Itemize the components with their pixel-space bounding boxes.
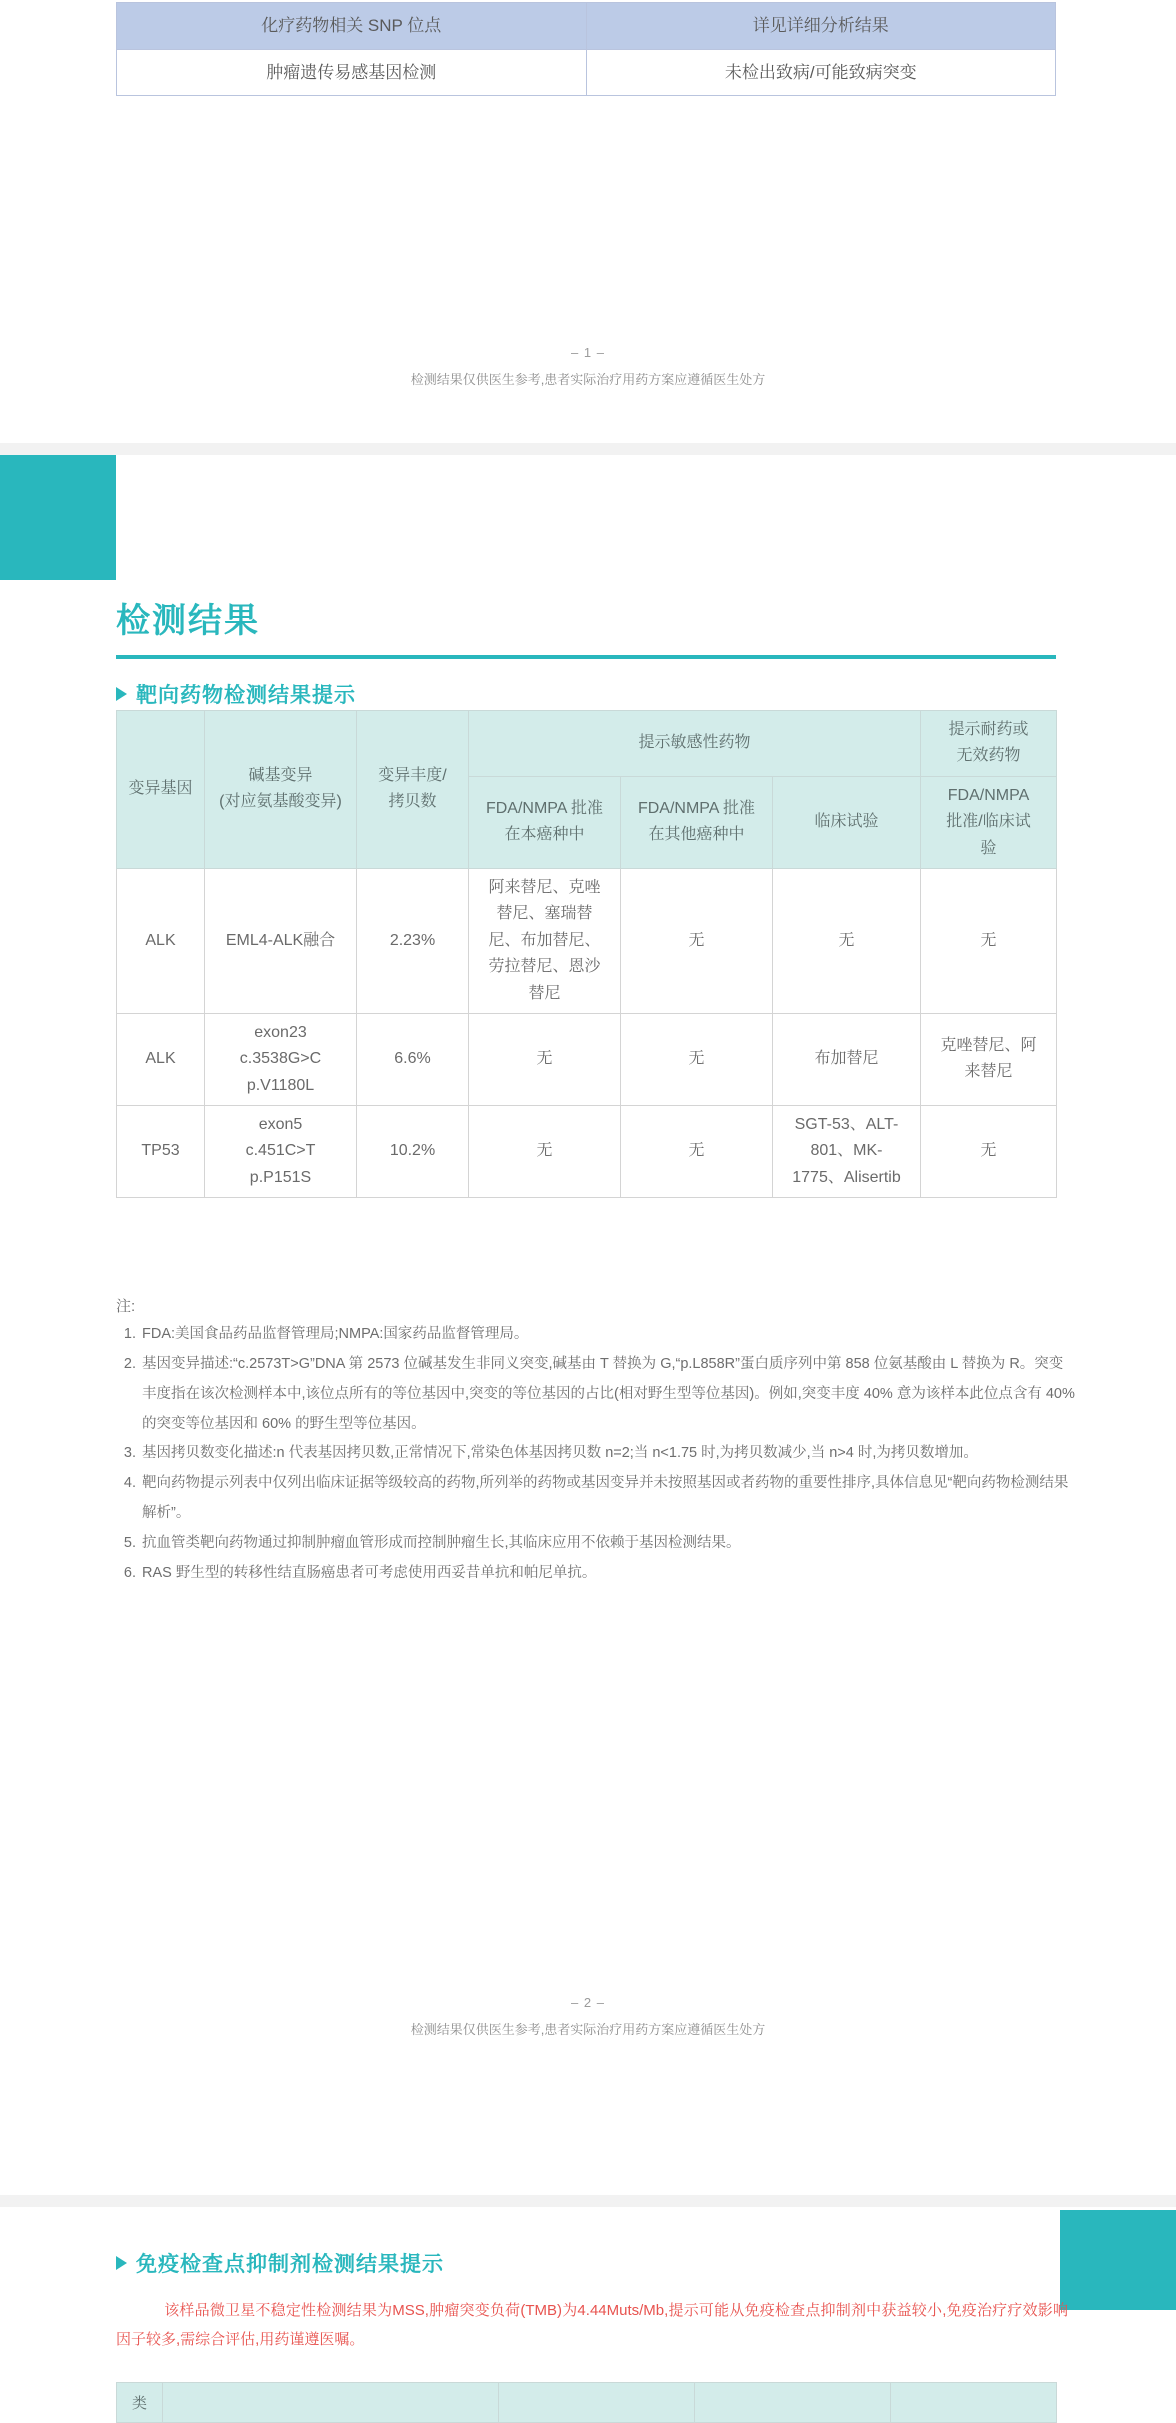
col-header-fda-own-cancer: FDA/NMPA 批准 在本癌种中: [469, 776, 621, 868]
page-separator: [0, 443, 1176, 455]
cell-fda-other: 无: [621, 1106, 773, 1198]
note-item: 6. RAS 野生型的转移性结直肠癌患者可考虑使用西妥昔单抗和帕尼单抗。: [140, 1559, 1076, 1589]
cell-base-change: EML4-ALK融合: [205, 868, 357, 1013]
imm-header-col3: [499, 2383, 695, 2423]
table-group-header-row: [117, 711, 1057, 777]
note-item: 4. 靶向药物提示列表中仅列出临床证据等级较高的药物,所列举的药物或基因变异并未按照基因或者药物的重要性排序,具体信息见“靶向药物检测结果解析”。: [140, 1469, 1076, 1529]
snp-cell-category: 肿瘤遗传易感基因检测: [117, 49, 587, 96]
footer-disclaimer: 检测结果仅供医生参考,患者实际治疗用药方案应遵循医生处方: [410, 2022, 766, 2037]
cell-abundance: 6.6%: [357, 1013, 469, 1105]
cell-fda-other: 无: [621, 868, 773, 1013]
cell-gene: ALK: [117, 868, 205, 1013]
page-1-footer: [0, 345, 1176, 388]
cell-clinical: 布加替尼: [773, 1013, 921, 1105]
cell-resistant: 克唑替尼、阿来替尼: [921, 1013, 1057, 1105]
cell-resistant: 无: [921, 868, 1057, 1013]
note-item: 1. FDA:美国食品药品监督管理局;NMPA:国家药品监督管理局。: [140, 1320, 1076, 1350]
cell-resistant: 无: [921, 1106, 1057, 1198]
cell-clinical: 无: [773, 868, 921, 1013]
page-title: 检测结果: [116, 602, 260, 640]
immune-summary-text: 该样品微卫星不稳定性检测结果为MSS,肿瘤突变负荷(TMB)为4.44Muts/Mb,提示可能从免疫检查点抑制剂中获益较小,免疫治疗疗效影响因子较多,需综合评估,用药谨遵医嘱。: [116, 2302, 1068, 2349]
cell-fda-own: 无: [469, 1013, 621, 1105]
col-header-clinical-trial: 临床试验: [773, 776, 921, 868]
cell-fda-own: 无: [469, 1106, 621, 1198]
col-header-base-change: 碱基变异 (对应氨基酸变异): [205, 711, 357, 869]
notes-list: [116, 1320, 1076, 1589]
cell-gene: ALK: [117, 1013, 205, 1105]
page-1-fragment: [0, 0, 1176, 455]
subsection-heading-targeted-drugs: [116, 679, 356, 709]
footer-disclaimer: 检测结果仅供医生参考,患者实际治疗用药方案应遵循医生处方: [410, 372, 766, 387]
table-header-row: [117, 3, 1056, 50]
teal-side-tab-right: [1060, 2210, 1176, 2310]
cell-gene: TP53: [117, 1106, 205, 1198]
col-header-gene: 变异基因: [117, 711, 205, 869]
notes-section: [116, 1295, 1076, 1589]
col-header-fda-other-cancer: FDA/NMPA 批准 在其他癌种中: [621, 776, 773, 868]
cell-abundance: 2.23%: [357, 868, 469, 1013]
note-item: 5. 抗血管类靶向药物通过抑制肿瘤血管形成而控制肿瘤生长,其临床应用不依赖于基因检测结果。: [140, 1529, 1076, 1559]
table-row: [117, 868, 1057, 1013]
col-header-abundance: 变异丰度/ 拷贝数: [357, 711, 469, 869]
page-separator: [0, 2195, 1176, 2207]
triangle-bullet-icon: [116, 687, 127, 701]
teal-side-tab: [0, 455, 116, 580]
imm-header-col2: [163, 2383, 499, 2423]
note-item: 2. 基因变异描述:“c.2573T>G”DNA 第 2573 位碱基发生非同义突变,碱基由 T 替换为 G,“p.L858R”蛋白质序列中第 858 位氨基酸由 L 替换为 R。突变丰度指在该次检测样本中,该位点所有的等位基因中,突变的等位基因的占比(相对野生型等位基因)。例如,突变丰度 40% 意为该样本此位点含有 40% 的突变等位基因和 60% 的野生型等位基因。: [140, 1350, 1076, 1440]
targeted-drug-results-table: [116, 710, 1057, 1198]
table-header-row: [117, 2383, 1057, 2423]
table-row: [117, 49, 1056, 96]
title-underline: [116, 655, 1056, 659]
cell-base-change: exon5 c.451C>T p.P151S: [205, 1106, 357, 1198]
notes-label: 注:: [116, 1298, 136, 1315]
subsection-heading-immune: [116, 2248, 444, 2278]
col-header-resistant-detail: FDA/NMPA 批准/临床试 验: [921, 776, 1057, 868]
subsection-heading-label: 靶向药物检测结果提示: [136, 684, 356, 707]
page-3-fragment: [0, 2210, 1176, 2412]
page-2-footer: [0, 1995, 1176, 2038]
cell-fda-own: 阿来替尼、克唑替尼、塞瑞替尼、布加替尼、劳拉替尼、恩沙替尼: [469, 868, 621, 1013]
snp-header-category: 化疗药物相关 SNP 位点: [117, 3, 587, 50]
page-number: – 1 –: [571, 345, 605, 360]
snp-cell-result: 未检出致病/可能致病突变: [586, 49, 1056, 96]
imm-header-col5: [891, 2383, 1057, 2423]
snp-header-result: 详见详细分析结果: [586, 3, 1056, 50]
table-row: [117, 1106, 1057, 1198]
imm-header-col4: [695, 2383, 891, 2423]
col-group-header-resistant: 提示耐药或 无效药物: [921, 711, 1057, 777]
page-number: – 2 –: [571, 1995, 605, 2010]
triangle-bullet-icon: [116, 2256, 127, 2270]
immune-results-table: [116, 2382, 1057, 2423]
cell-fda-other: 无: [621, 1013, 773, 1105]
table-row: [117, 1013, 1057, 1105]
col-group-header-sensitive: 提示敏感性药物: [469, 711, 921, 777]
cell-clinical: SGT-53、ALT-801、MK-1775、Alisertib: [773, 1106, 921, 1198]
note-item: 3. 基因拷贝数变化描述:n 代表基因拷贝数,正常情况下,常染色体基因拷贝数 n=2;当 n<1.75 时,为拷贝数减少,当 n>4 时,为拷贝数增加。: [140, 1439, 1076, 1469]
page-2: [0, 455, 1176, 2210]
immune-summary-paragraph: [116, 2296, 1068, 2355]
subsection-heading-label: 免疫检查点抑制剂检测结果提示: [136, 2253, 444, 2276]
chemo-snp-table: [116, 2, 1056, 96]
imm-header-category: 类: [117, 2383, 163, 2423]
cell-base-change: exon23 c.3538G>C p.V1180L: [205, 1013, 357, 1105]
cell-abundance: 10.2%: [357, 1106, 469, 1198]
